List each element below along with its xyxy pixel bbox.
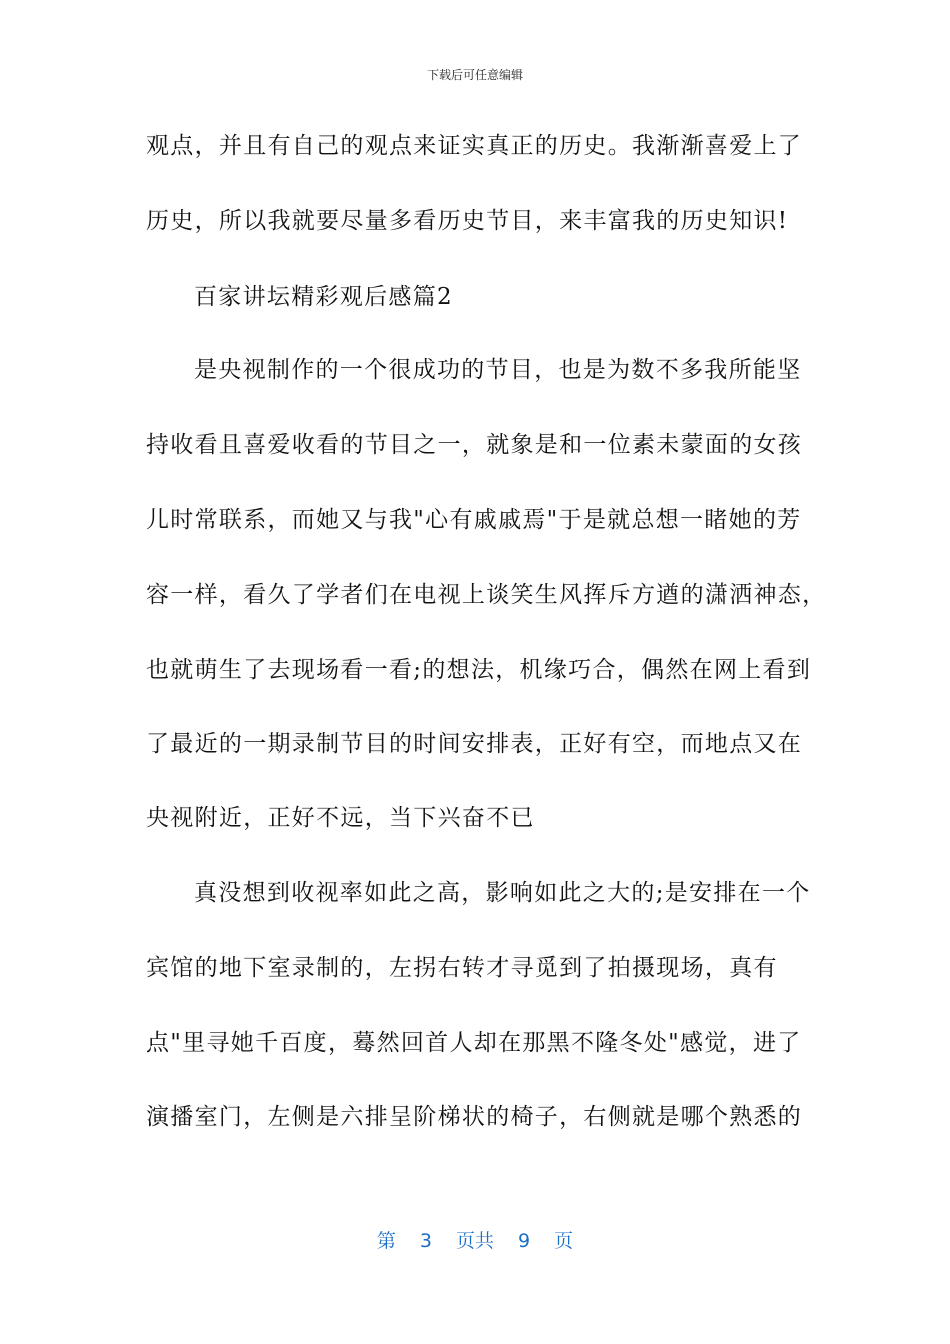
- footer-middle: 页共: [455, 1230, 494, 1252]
- section-heading: 百家讲坛精彩观后感篇2: [194, 284, 453, 310]
- text-line: 真没想到收视率如此之高，影响如此之大的;是安排在一个: [194, 880, 811, 906]
- current-page-number: 3: [419, 1230, 432, 1252]
- page-footer: [0, 1226, 950, 1253]
- text-line: 观点，并且有自己的观点来证实真正的历史。我渐渐喜爱上了: [146, 133, 803, 159]
- text-line: 央视附近，正好不远，当下兴奋不已: [146, 805, 535, 831]
- total-pages-number: 9: [518, 1230, 531, 1252]
- text-line: 持收看且喜爱收看的节目之一，就象是和一位素未蒙面的女孩: [146, 432, 803, 458]
- text-line: 儿时常联系，而她又与我"心有戚戚焉"于是就总想一睹她的芳: [146, 507, 802, 533]
- text-line: 容一样，看久了学者们在电视上谈笑生风挥斥方遒的潇洒神态，: [146, 582, 827, 608]
- footer-suffix: 页: [554, 1230, 574, 1252]
- text-line: 点"里寻她千百度，蓦然回首人却在那黑不隆冬处"感觉，进了: [146, 1030, 802, 1056]
- text-line: 是央视制作的一个很成功的节目，也是为数不多我所能坚: [194, 357, 802, 383]
- footer-prefix: 第: [376, 1230, 396, 1252]
- text-line: 宾馆的地下室录制的，左拐右转才寻觅到了拍摄现场，真有: [146, 955, 778, 981]
- text-line: 历史，所以我就要尽量多看历史节目，来丰富我的历史知识!: [146, 208, 789, 234]
- text-line: 了最近的一期录制节目的时间安排表，正好有空，而地点又在: [146, 731, 803, 757]
- page-header: 下载后可任意编辑: [426, 68, 523, 82]
- text-line: 演播室门，左侧是六排呈阶梯状的椅子，右侧就是哪个熟悉的: [146, 1104, 803, 1130]
- text-line: 也就萌生了去现场看一看;的想法，机缘巧合，偶然在网上看到: [146, 657, 812, 683]
